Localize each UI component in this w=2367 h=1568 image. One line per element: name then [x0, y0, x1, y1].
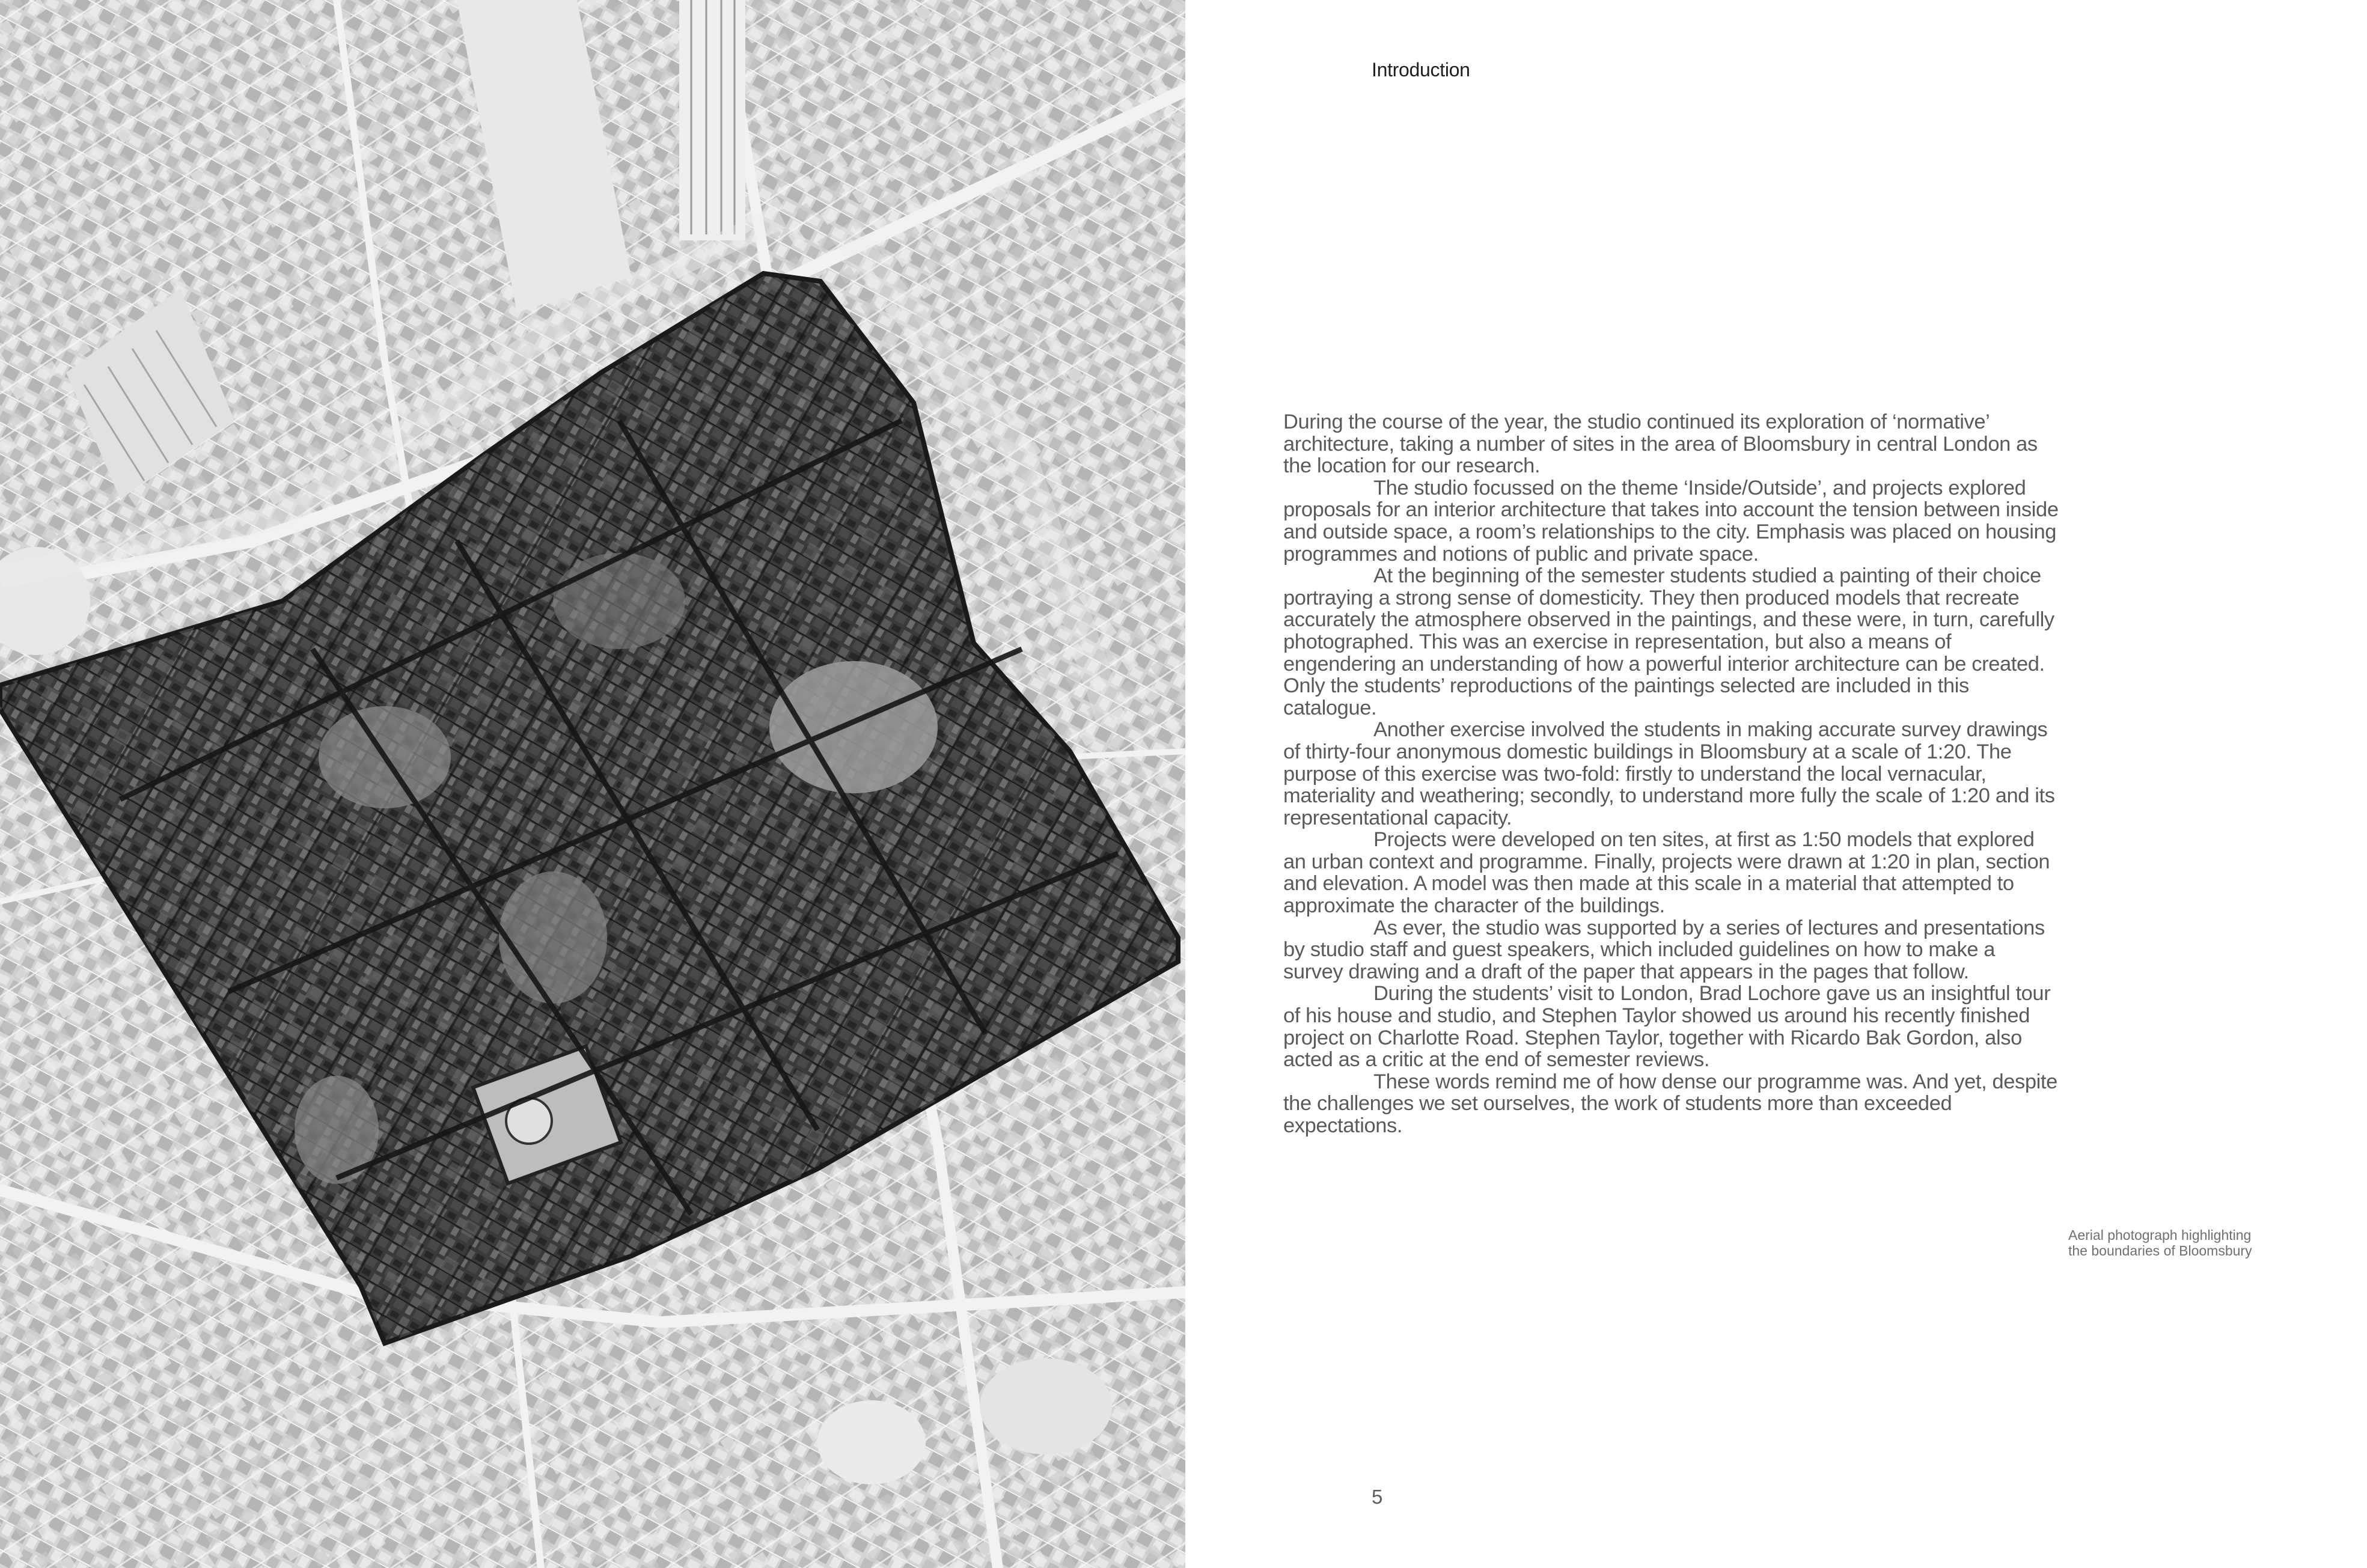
paragraph: Projects were developed on ten sites, at first as 1:50 models that explored an urban context and programme. Finally, projects were drawn at 1:20 in plan, section and elevation. A model was then made at this scale in a material that attempted to approximate the character of the buildings.: [1283, 828, 2050, 918]
paragraph: The studio focussed on the theme ‘Inside/Outside’, and projects explored proposals for an interior architecture that takes into account the tension between inside and outside space, a room’s relationships to the city. Emphasis was placed on housing programmes and notions of public and private space.: [1283, 476, 2059, 566]
paragraph: During the course of the year, the studio continued its exploration of ‘normative’ architecture, taking a number of sites in the area of Bloomsbury in central London as the location for our research.: [1283, 410, 2038, 478]
caption-line: Aerial photograph highlighting: [2068, 1227, 2252, 1243]
text-page: [1185, 0, 2367, 1568]
paragraph: At the beginning of the semester students studied a painting of their choice portraying a strong sense of domesticity. They then produced models that recreate accurately the atmosphere observed in the paintings, and these were, in turn, carefully photographed. This was an exercise in representation, but also a means of engendering an understanding of how a powerful interior architecture can be created. Only the students’ reproductions of the paintings selected are included in this catalogue.: [1283, 564, 2054, 719]
section-title: Introduction: [1372, 59, 1470, 81]
page-number: 5: [1372, 1486, 1383, 1508]
paragraph: These words remind me of how dense our programme was. And yet, despite the challenges we set ourselves, the work of students more than exceeded expectations.: [1283, 1070, 2057, 1137]
caption-line: the boundaries of Bloomsbury: [2068, 1243, 2252, 1258]
image-caption: [2068, 1227, 2333, 1258]
paragraph: During the students’ visit to London, Brad Lochore gave us an insightful tour of his house and studio, and Stephen Taylor showed us around his recently finished project on Charlotte Road. Stephen Taylor, together with Ricardo Bak Gordon, also acted as a critic at the end of semester reviews.: [1283, 982, 2051, 1072]
paragraph: As ever, the studio was supported by a series of lectures and presentations by studio staff and guest speakers, which included guidelines on how to make a survey drawing and a draft of the paper that appears in the pages that follow.: [1283, 916, 2045, 983]
paragraph: Another exercise involved the students in making accurate survey drawings of thirty-four anonymous domestic buildings in Bloomsbury at a scale of 1:20. The purpose of this exercise was two-fold: firstly to understand the local vernacular, materiality and weathering; secondly, to understand more fully the scale of 1:20 and its representational capacity.: [1283, 718, 2055, 829]
introduction-body: [1283, 411, 2059, 1137]
